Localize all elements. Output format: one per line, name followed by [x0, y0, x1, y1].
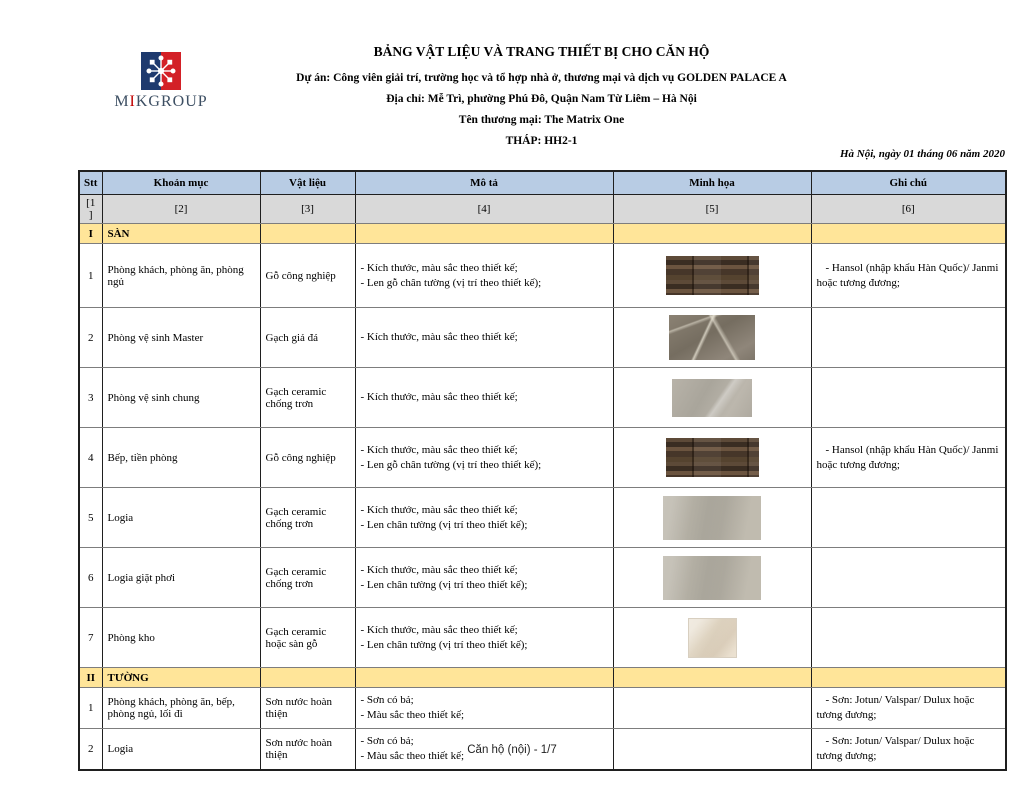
- description-line: - Kích thước, màu sắc theo thiết kế;: [360, 331, 518, 343]
- illustration-cell: [613, 368, 811, 428]
- section-title: TƯỜNG: [102, 668, 260, 688]
- note-cell: [811, 368, 1006, 428]
- row-number: 7: [79, 608, 102, 668]
- category-cell: Logia giặt phơi: [102, 548, 260, 608]
- note-cell: [811, 308, 1006, 368]
- column-header-khoan-muc: Khoản mục: [102, 171, 260, 195]
- category-cell: Phòng vệ sinh Master: [102, 308, 260, 368]
- note-cell: [811, 488, 1006, 548]
- row-number: 1: [79, 688, 102, 729]
- description-line: - Len chân tường (vị trí theo thiết kế);: [360, 518, 528, 531]
- page-title: BẢNG VẬT LIỆU VÀ TRANG THIẾT BỊ CHO CĂN HỘ: [373, 44, 710, 59]
- description-line: - Len chân tường (vị trí theo thiết kế);: [360, 638, 528, 651]
- note-cell: - Hansol (nhập khẩu Hàn Quốc)/ Janmi hoặc tương đương;: [811, 428, 1006, 488]
- document-header: [78, 44, 1005, 152]
- section-empty-cell: [811, 224, 1006, 244]
- marble-gray-swatch: [669, 315, 755, 360]
- column-index: [4]: [355, 195, 613, 224]
- description-line: - Len gỗ chân tường (vị trí theo thiết kế);: [360, 458, 542, 471]
- note-cell: [811, 608, 1006, 668]
- description-line: - Len gỗ chân tường (vị trí theo thiết kế);: [360, 276, 542, 289]
- illustration-cell: [613, 488, 811, 548]
- material-cell: Gạch ceramic chống trơn: [260, 368, 355, 428]
- material-cell: Gạch ceramic chống trơn: [260, 548, 355, 608]
- category-cell: Phòng khách, phòng ăn, phòng ngủ: [102, 244, 260, 308]
- column-header-vat-lieu: Vật liệu: [260, 171, 355, 195]
- section-empty-cell: [811, 668, 1006, 688]
- description-line: - Màu sắc theo thiết kế;: [360, 709, 465, 721]
- row-number: 1: [79, 244, 102, 308]
- column-index: [3]: [260, 195, 355, 224]
- row-number: 2: [79, 308, 102, 368]
- trade-name-line: Tên thương mại: The Matrix One: [458, 114, 625, 126]
- section-title: SÀN: [102, 224, 260, 244]
- description-line: - Kích thước, màu sắc theo thiết kế;: [360, 443, 518, 456]
- table-row: [79, 244, 1006, 308]
- column-header-mo-ta: Mô tả: [355, 171, 613, 195]
- note-cell: [811, 548, 1006, 608]
- table-row: [79, 488, 1006, 548]
- description-line: - Kích thước, màu sắc theo thiết kế;: [360, 623, 518, 636]
- section-number: II: [79, 668, 102, 688]
- table-row: [79, 308, 1006, 368]
- tower-line: THÁP: HH2-1: [505, 135, 578, 147]
- row-number: 3: [79, 368, 102, 428]
- description-line: - Màu sắc theo thiết kế;: [360, 750, 465, 762]
- column-header-minh-hoa: Minh họa: [613, 171, 811, 195]
- material-cell: Gạch ceramic chống trơn: [260, 488, 355, 548]
- material-cell: Gỗ công nghiệp: [260, 244, 355, 308]
- category-cell: Phòng khách, phòng ăn, bếp, phòng ngủ, lối đi: [102, 688, 260, 729]
- mikgroup-wordmark: MIKGROUP: [114, 93, 208, 110]
- description-line: - Kích thước, màu sắc theo thiết kế;: [360, 503, 518, 516]
- description-cell: [355, 368, 613, 428]
- section-empty-cell: [613, 668, 811, 688]
- category-cell: Bếp, tiền phòng: [102, 428, 260, 488]
- category-cell: Phòng vệ sinh chung: [102, 368, 260, 428]
- section-empty-cell: [355, 224, 613, 244]
- note-cell: - Sơn: Jotun/ Valspar/ Dulux hoặc tương đương;: [811, 729, 1006, 771]
- description-cell: [355, 308, 613, 368]
- row-number: 6: [79, 548, 102, 608]
- description-line: - Kích thước, màu sắc theo thiết kế;: [360, 391, 518, 403]
- section-empty-cell: [613, 224, 811, 244]
- section-header-row: [79, 224, 1006, 244]
- project-line: Dự án: Công viên giải trí, trường học và tổ hợp nhà ở, thương mại và dịch vụ GOLDEN PALACE A: [296, 72, 787, 84]
- description-cell: [355, 548, 613, 608]
- description-line: - Kích thước, màu sắc theo thiết kế;: [360, 261, 518, 274]
- tile-gray-swatch: [663, 556, 761, 600]
- description-cell: [355, 428, 613, 488]
- category-cell: Phòng kho: [102, 608, 260, 668]
- materials-table: [78, 170, 1007, 771]
- illustration-cell: [613, 548, 811, 608]
- table-row: [79, 688, 1006, 729]
- category-cell: Logia: [102, 729, 260, 771]
- illustration-cell: [613, 608, 811, 668]
- row-number: 2: [79, 729, 102, 771]
- description-cell: [355, 488, 613, 548]
- material-cell: Gỗ công nghiệp: [260, 428, 355, 488]
- section-header-row: [79, 668, 1006, 688]
- column-header-ghi-chu: Ghi chú: [811, 171, 1006, 195]
- table-row: [79, 428, 1006, 488]
- column-header-stt: Stt: [79, 171, 102, 195]
- column-index: [1]: [79, 195, 102, 224]
- column-index: [5]: [613, 195, 811, 224]
- wood-dark-swatch: [666, 256, 759, 295]
- page-number-footer: Căn hộ (nội) - 1/7: [467, 744, 557, 756]
- note-cell: - Sơn: Jotun/ Valspar/ Dulux hoặc tương đương;: [811, 688, 1006, 729]
- description-line: - Sơn có bả;: [360, 735, 414, 747]
- section-empty-cell: [260, 668, 355, 688]
- row-number: 5: [79, 488, 102, 548]
- description-line: - Len chân tường (vị trí theo thiết kế);: [360, 578, 528, 591]
- description-line: - Sơn có bả;: [360, 694, 414, 706]
- category-cell: Logia: [102, 488, 260, 548]
- illustration-cell: [613, 688, 811, 729]
- material-cell: Sơn nước hoàn thiện: [260, 688, 355, 729]
- illustration-cell: [613, 308, 811, 368]
- table-header-row: [79, 171, 1006, 195]
- column-index: [6]: [811, 195, 1006, 224]
- column-index: [2]: [102, 195, 260, 224]
- tile-cream-swatch: [688, 618, 737, 658]
- date-line: Hà Nội, ngày 01 tháng 06 năm 2020: [839, 148, 1005, 160]
- wood-dark-swatch: [666, 438, 759, 477]
- tile-gray-swatch: [663, 496, 761, 540]
- row-number: 4: [79, 428, 102, 488]
- description-cell: [355, 608, 613, 668]
- stone-light-swatch: [672, 379, 752, 417]
- description-line: - Kích thước, màu sắc theo thiết kế;: [360, 563, 518, 576]
- address-line: Địa chỉ: Mễ Trì, phường Phú Đô, Quận Nam Từ Liêm – Hà Nội: [386, 93, 697, 105]
- illustration-cell: [613, 244, 811, 308]
- section-empty-cell: [355, 668, 613, 688]
- table-row: [79, 548, 1006, 608]
- material-cell: Sơn nước hoàn thiện: [260, 729, 355, 771]
- table-row: [79, 608, 1006, 668]
- note-cell: - Hansol (nhập khẩu Hàn Quốc)/ Janmi hoặc tương đương;: [811, 244, 1006, 308]
- column-index-row: [79, 195, 1006, 224]
- illustration-cell: [613, 428, 811, 488]
- description-cell: [355, 688, 613, 729]
- section-number: I: [79, 224, 102, 244]
- material-cell: Gạch ceramic hoặc sàn gỗ: [260, 608, 355, 668]
- description-cell: [355, 244, 613, 308]
- table-row: [79, 368, 1006, 428]
- section-empty-cell: [260, 224, 355, 244]
- material-cell: Gạch giả đá: [260, 308, 355, 368]
